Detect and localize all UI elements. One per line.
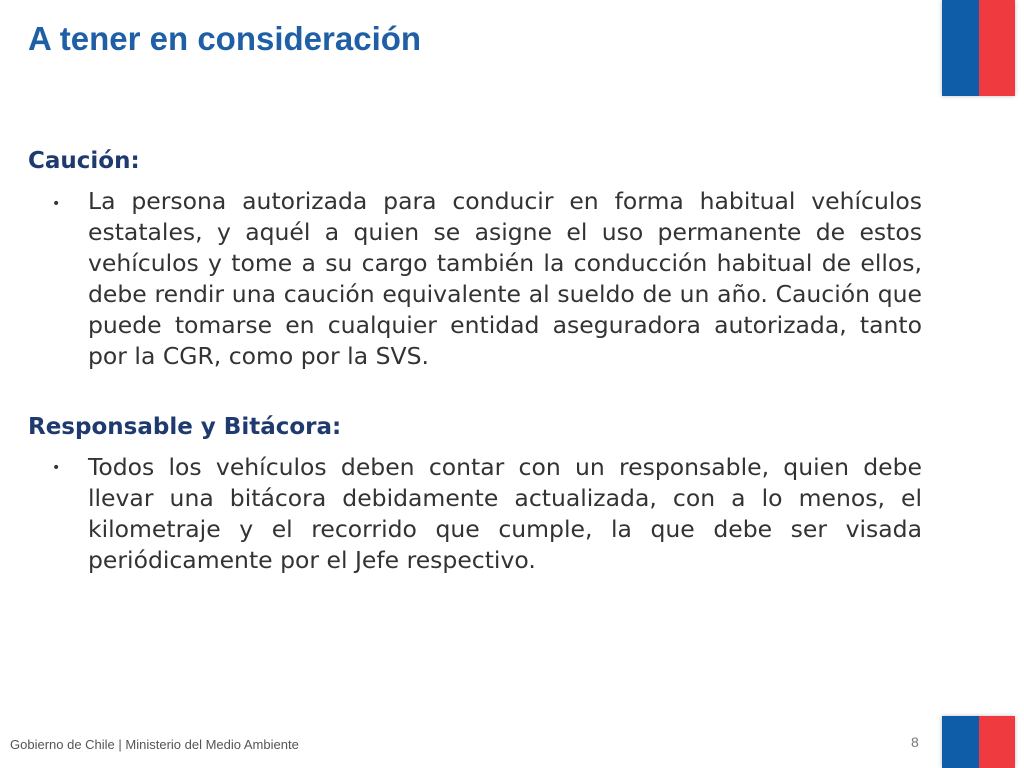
footer-organization: Gobierno de Chile | Ministerio del Medio Ambiente <box>10 737 299 752</box>
flag-red-stripe <box>979 716 1016 768</box>
section-heading-responsable: Responsable y Bitácora: <box>28 414 342 440</box>
bullet-icon: • <box>52 460 61 476</box>
bullet-icon: • <box>52 196 61 212</box>
flag-blue-stripe <box>942 0 979 96</box>
section-body-caucion: La persona autorizada para conducir en forma habitual vehículos estatales, y aquél a quien se asigne el uso permanente de estos vehículos y tome a su cargo también la conducción habitual de ellos, debe rendir una caución equivalente al sueldo de un año. Caución que puede tomarse en cualquier entidad aseguradora autorizada, tanto por la CGR, como por la SVS. <box>88 187 922 370</box>
slide-title: A tener en consideración <box>28 20 422 57</box>
section-body-responsable: Todos los vehículos deben contar con un responsable, quien debe llevar una bitácora debidamente actualizada, con a lo menos, el kilometraje y el recorrido que cumple, la que debe ser visada periódicamente por el Jefe respectivo. <box>88 453 922 574</box>
section-heading-caucion: Caución: <box>28 148 140 174</box>
flag-red-stripe <box>979 0 1016 96</box>
flag-blue-stripe <box>942 716 979 768</box>
chile-flag-logo-bottom <box>942 716 1015 768</box>
chile-flag-logo-top <box>942 0 1015 96</box>
page-number: 8 <box>911 734 919 750</box>
